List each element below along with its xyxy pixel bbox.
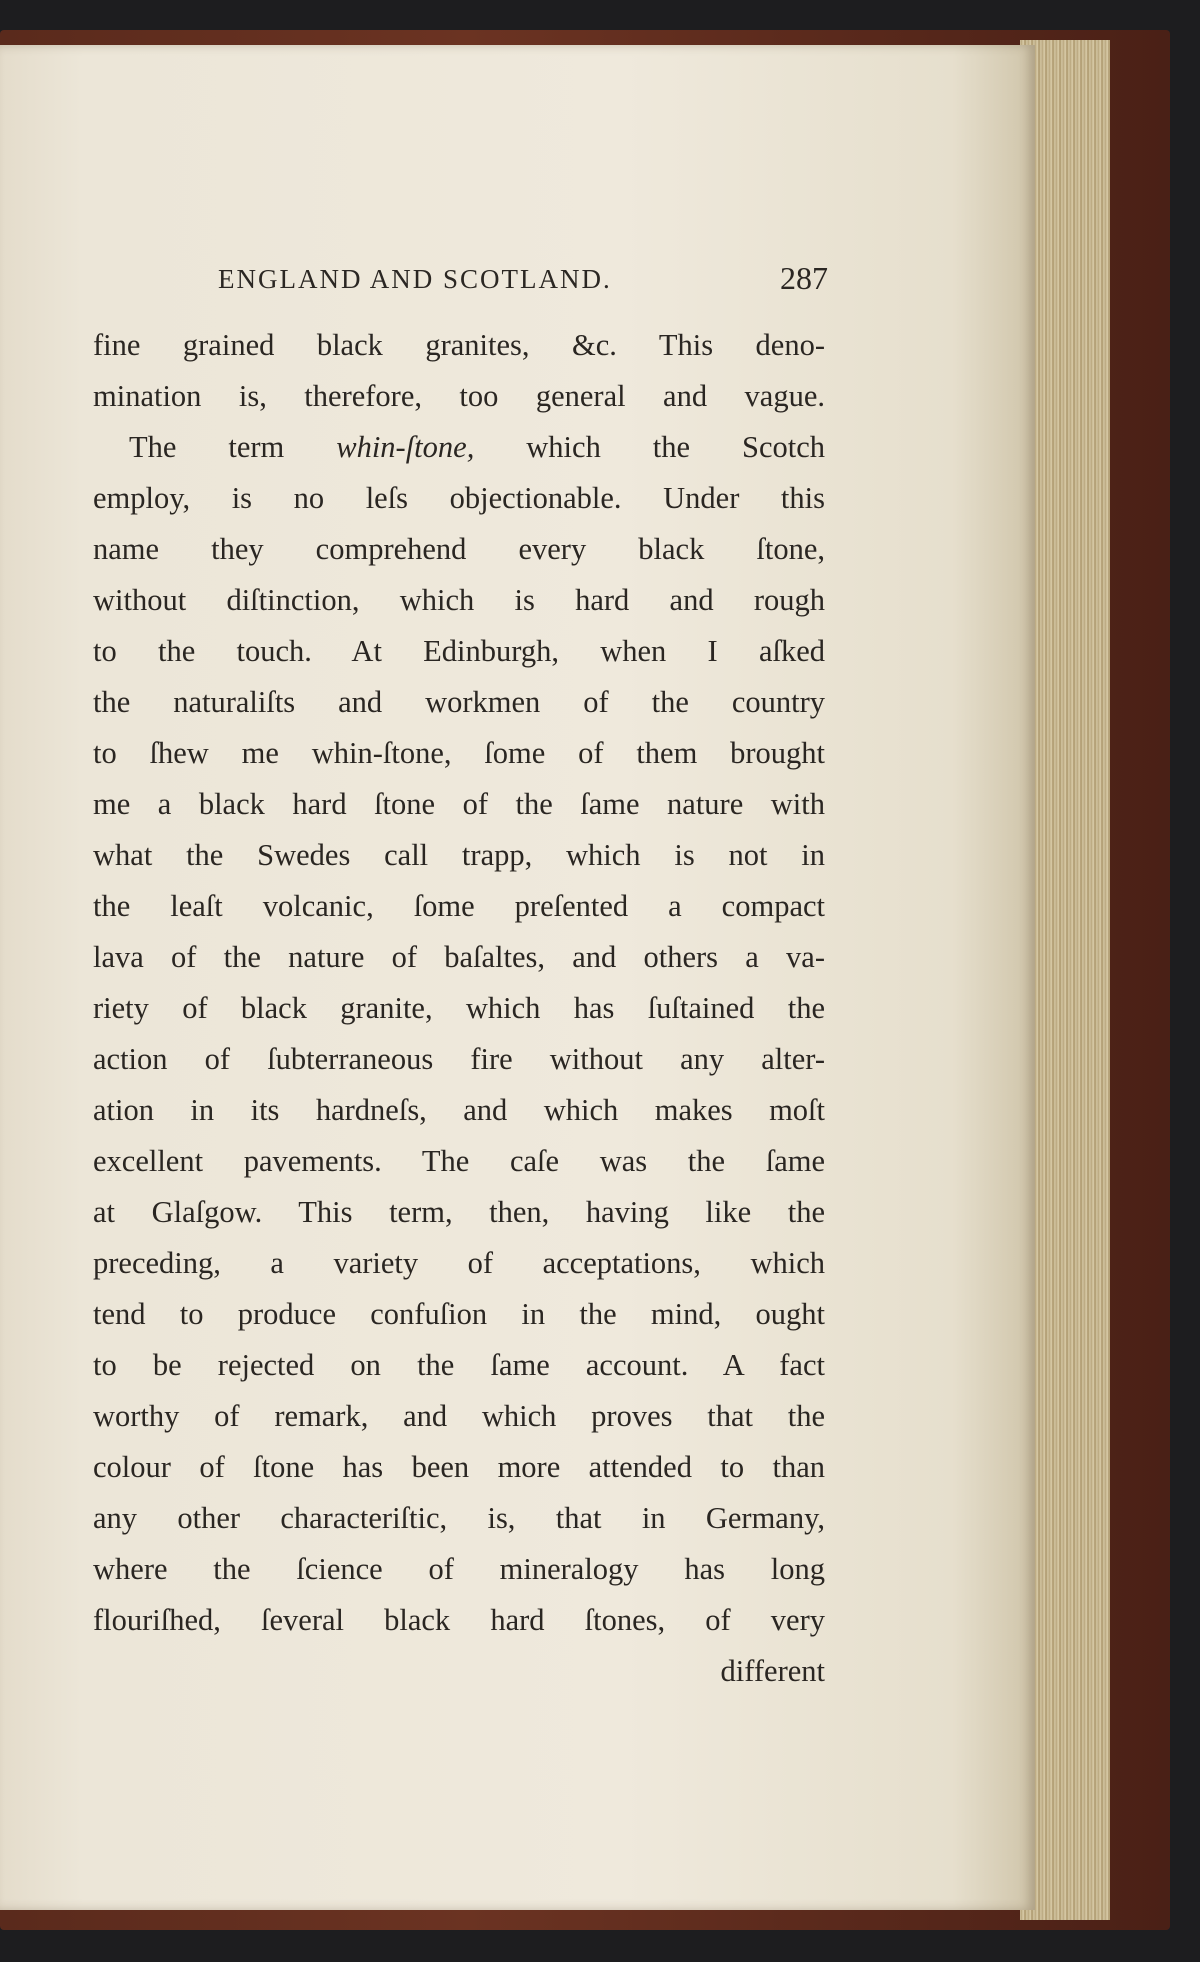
text-fragment: which the Scotch (474, 430, 826, 464)
page-header (218, 260, 828, 300)
text-fragment: The term (129, 430, 337, 464)
text-line: where the ſcience of mineralogy has long (93, 1552, 825, 1586)
text-line (93, 422, 825, 473)
running-head: ENGLAND AND SCOTLAND. (218, 264, 612, 294)
text-line: to ſhew me whin-ſtone, ſome of them brought (93, 736, 825, 770)
text-line: mination is, therefore, too general and vague. (93, 379, 825, 413)
text-line: flouriſhed, ſeveral black hard ſtones, of very (93, 1603, 825, 1637)
text-line: without diſtinction, which is hard and rough (93, 583, 825, 617)
text-line: fine grained black granites, &c. This deno- (93, 328, 825, 362)
text-line: worthy of remark, and which proves that the (93, 1399, 825, 1433)
italic-term: whin-ſtone, (336, 430, 475, 464)
text-line: preceding, a variety of acceptations, which (93, 1246, 825, 1280)
text-line: at Glaſgow. This term, then, having like the (93, 1195, 825, 1229)
text-line: ation in its hardneſs, and which makes moſt (93, 1093, 825, 1127)
text-line: the naturaliſts and workmen of the country (93, 685, 825, 719)
text-line: action of ſubterraneous fire without any alter- (93, 1042, 825, 1076)
text-line: me a black hard ſtone of the ſame nature with (93, 787, 825, 821)
text-line: name they comprehend every black ſtone, (93, 532, 825, 566)
catchword: different (720, 1654, 825, 1688)
text-line: to be rejected on the ſame account. A fact (93, 1348, 825, 1382)
text-line: any other characteriſtic, is, that in Germany, (93, 1501, 825, 1535)
text-line: the leaſt volcanic, ſome preſented a compact (93, 889, 825, 923)
book-page (0, 45, 1035, 1910)
text-line: tend to produce confuſion in the mind, ought (93, 1297, 825, 1331)
text-line: excellent pavements. The caſe was the ſame (93, 1144, 825, 1178)
text-line: riety of black granite, which has ſuſtained the (93, 991, 825, 1025)
text-line: employ, is no leſs objectionable. Under this (93, 481, 825, 515)
text-line: what the Swedes call trapp, which is not in (93, 838, 825, 872)
text-line: colour of ſtone has been more attended to than (93, 1450, 825, 1484)
body-text (93, 320, 825, 1697)
text-line: to the touch. At Edinburgh, when I aſked (93, 634, 825, 668)
page-number: 287 (780, 260, 828, 296)
text-line: lava of the nature of baſaltes, and others a va- (93, 940, 825, 974)
